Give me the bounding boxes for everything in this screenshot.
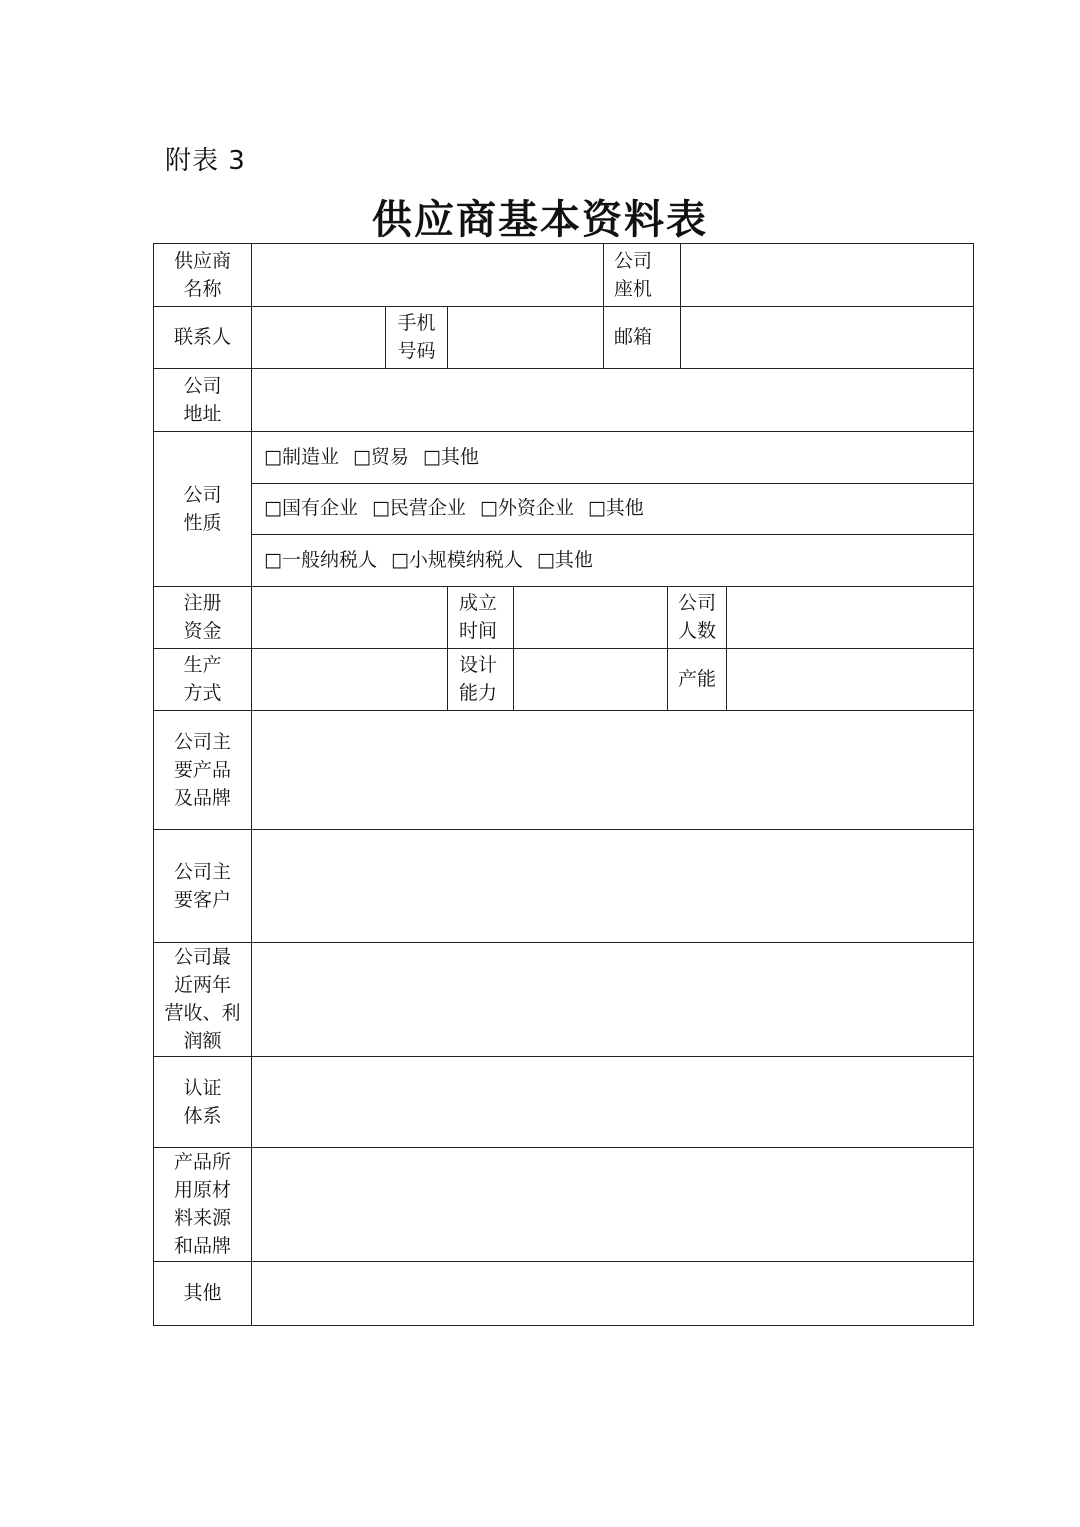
label-email: 邮箱 xyxy=(613,326,652,348)
option-state-owned[interactable]: □国有企业 xyxy=(264,497,358,519)
customers-field[interactable] xyxy=(252,829,973,942)
option-manufacturing[interactable]: □制造业 xyxy=(264,446,339,468)
design-field[interactable] xyxy=(514,648,667,710)
certification-field[interactable] xyxy=(252,1056,973,1147)
company-phone-field[interactable] xyxy=(681,244,973,306)
email-field[interactable] xyxy=(681,306,973,368)
nature-options-tax xyxy=(264,546,607,574)
label-company-phone: 公司 座机 xyxy=(613,250,652,300)
label-contact: 联系人 xyxy=(173,326,231,348)
option-tax-other[interactable]: □其他 xyxy=(536,549,593,571)
label-certification: 认证 体系 xyxy=(183,1076,222,1127)
label-mobile: 手机 号码 xyxy=(397,312,436,362)
label-production: 生产 方式 xyxy=(183,654,222,704)
label-founded: 成立 时间 xyxy=(458,592,497,642)
label-nature: 公司 性质 xyxy=(183,483,222,534)
label-revenue: 公司最 近两年 营收、利 润额 xyxy=(164,946,241,1052)
capacity-field[interactable] xyxy=(727,648,973,710)
label-customers: 公司主 要客户 xyxy=(173,860,231,911)
label-capacity: 产能 xyxy=(677,668,716,690)
option-small-taxpayer[interactable]: □小规模纳税人 xyxy=(390,549,523,571)
page-title: 供应商基本资料表 xyxy=(372,197,708,243)
nature-options-industry xyxy=(264,443,493,471)
option-industry-other[interactable]: □其他 xyxy=(422,446,479,468)
mobile-field[interactable] xyxy=(448,306,603,368)
revenue-field[interactable] xyxy=(252,942,973,1056)
label-address: 公司 地址 xyxy=(183,374,222,425)
address-field[interactable] xyxy=(252,368,973,431)
capital-field[interactable] xyxy=(252,586,447,648)
option-general-taxpayer[interactable]: □一般纳税人 xyxy=(264,549,377,571)
supplier-form xyxy=(153,243,974,1326)
contact-field[interactable] xyxy=(252,306,385,368)
other-field[interactable] xyxy=(252,1261,973,1325)
appendix-label: 附表 3 xyxy=(165,146,246,176)
option-ownership-other[interactable]: □其他 xyxy=(587,497,644,519)
option-trade[interactable]: □贸易 xyxy=(352,446,409,468)
label-materials: 产品所 用原材 料来源 和品牌 xyxy=(173,1151,231,1257)
products-field[interactable] xyxy=(252,710,973,829)
nature-options-ownership xyxy=(264,494,658,522)
label-capital: 注册 资金 xyxy=(183,592,222,642)
label-products: 公司主 要产品 及品牌 xyxy=(173,730,231,809)
headcount-field[interactable] xyxy=(727,586,973,648)
option-private[interactable]: □民营企业 xyxy=(371,497,466,519)
option-foreign[interactable]: □外资企业 xyxy=(479,497,574,519)
production-field[interactable] xyxy=(252,648,447,710)
label-supplier-name: 供应商 名称 xyxy=(173,250,231,300)
label-headcount: 公司 人数 xyxy=(677,592,716,642)
label-design: 设计 能力 xyxy=(458,654,497,704)
supplier-name-field[interactable] xyxy=(252,244,603,306)
label-other: 其他 xyxy=(183,1282,222,1304)
materials-field[interactable] xyxy=(252,1147,973,1261)
founded-field[interactable] xyxy=(514,586,667,648)
